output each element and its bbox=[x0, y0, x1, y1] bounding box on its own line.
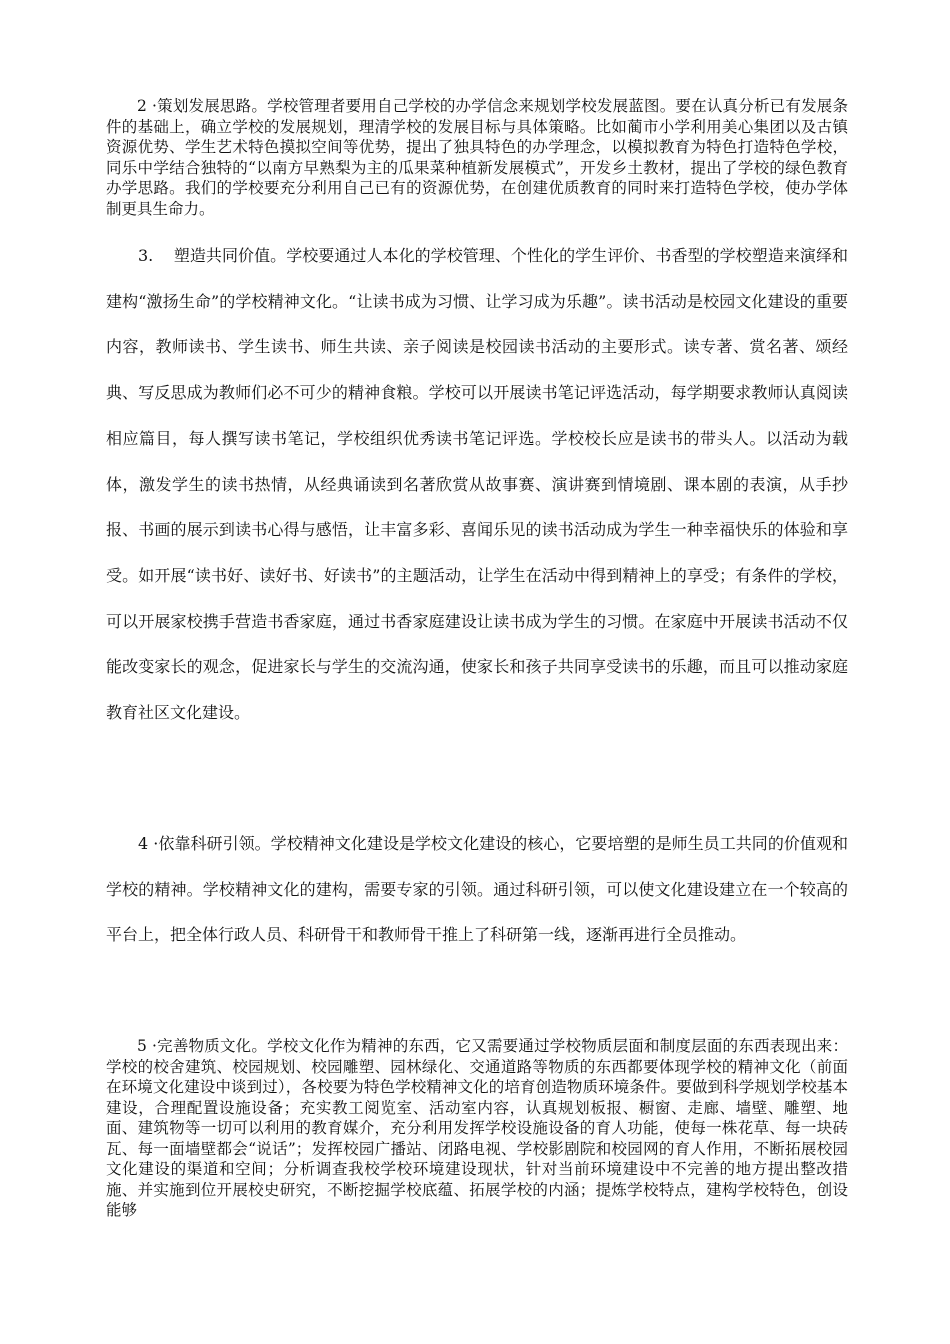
paragraph-2 bbox=[106, 96, 848, 219]
paragraph-4 bbox=[106, 821, 848, 958]
paragraph-text: 完善物质文化。学校文化作为精神的东西，它又需要通过学校物质层面和制度层面的东西表现出来：学校的校舍建筑、校园规划、校园雕塑、园林绿化、交通道路等物质的东西都要体现学校的精神文化（前面在环境文化建设中谈到过），各校要为特色学校精神文化的培育创造物质环境条件。要做到科学规划学校基本建设，合理配置设施设备；充实教工阅览室、活动室内容，认真规划板报、橱窗、走廊、墙壁、雕塑、地面、建筑物等一切可以利用的教育媒介，充分利用发挥学校设施设备的育人功能，使每一株花草、每一块砖瓦、每一面墙壁都会“说话”；发挥校园广播站、闭路电视、学校影剧院和校园网的育人作用，不断拓展校园文化建设的渠道和空间；分析调查我校学校环境建设现状，针对当前环境建设中不完善的地方提出整改措施、并实施到位开展校史研究，不断挖掘学校底蕴、拓展学校的内涵；提炼学校特点，建构学校特色，创设能够 bbox=[106, 1037, 848, 1219]
paragraph-number: 2 · bbox=[137, 97, 157, 115]
paragraph-number: 5 · bbox=[137, 1037, 157, 1055]
paragraph-3 bbox=[106, 233, 848, 736]
paragraph-text: 依靠科研引领。学校精神文化建设是学校文化建设的核心，它要培塑的是师生员工共同的价值观和学校的精神。学校精神文化的建构，需要专家的引领。通过科研引领，可以使文化建设建立在一个较高的平台上，把全体行政人员、科研骨干和教师骨干推上了科研第一线，逐渐再进行全员推动。 bbox=[106, 834, 848, 945]
paragraph-text: 策划发展思路。学校管理者要用自己学校的办学信念来规划学校发展蓝图。要在认真分析已有发展条件的基础上，确立学校的发展规划，理清学校的发展目标与具体策略。比如蔺市小学利用美心集团以及古镇资源优势、学生艺术特色摸拟空间等优势，提出了独具特色的办学理念，以模拟教育为特色打造特色学校，同乐中学结合独特的“以南方早熟梨为主的瓜果菜种植新发展模式”，开发乡土教材，提出了学校的绿色教育办学思路。我们的学校要充分利用自己已有的资源优势，在创建优质教育的同时来打造特色学校，使办学体制更具生命力。 bbox=[106, 97, 848, 218]
paragraph-5 bbox=[106, 1036, 848, 1221]
paragraph-number: 3. bbox=[138, 246, 174, 265]
paragraph-number: 4 · bbox=[138, 834, 159, 853]
paragraph-text: 塑造共同价值。学校要通过人本化的学校管理、个性化的学生评价、书香型的学校塑造来演绎和建构“激扬生命”的学校精神文化。“让读书成为习惯、让学习成为乐趣”。读书活动是校园文化建设的重要内容，教师读书、学生读书、师生共读、亲子阅读是校园读书活动的主要形式。读专著、赏名著、颂经典、写反思成为教师们必不可少的精神食粮。学校可以开展读书笔记评选活动，每学期要求教师认真阅读相应篇目，每人撰写读书笔记，学校组织优秀读书笔记评选。学校校长应是读书的带头人。以活动为载体，激发学生的读书热情，从经典诵读到名著欣赏从故事赛、演讲赛到情境剧、课本剧的表演，从手抄报、书画的展示到读书心得与感悟，让丰富多彩、喜闻乐见的读书活动成为学生一种幸福快乐的体验和享受。如开展“读书好、读好书、好读书”的主题活动，让学生在活动中得到精神上的享受；有条件的学校，可以开展家校携手营造书香家庭，通过书香家庭建设让读书成为学生的习惯。在家庭中开展读书活动不仅能改变家长的观念，促进家长与学生的交流沟通，使家长和孩子共同享受读书的乐趣，而且可以推动家庭教育社区文化建设。 bbox=[106, 246, 848, 723]
